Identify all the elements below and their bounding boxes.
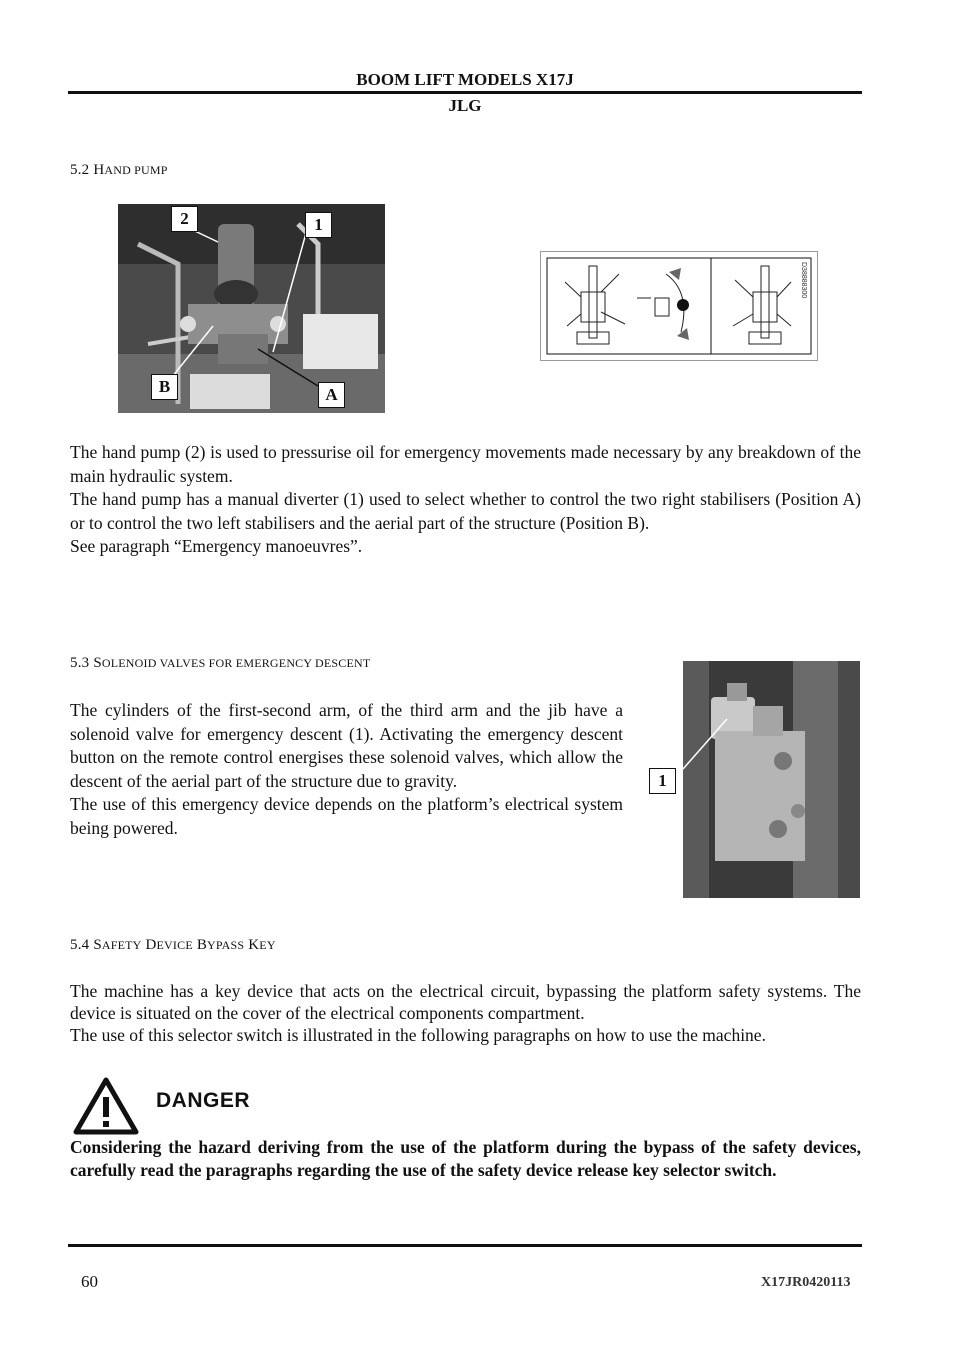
callout-2: 2 [171, 206, 198, 232]
pump-diagram [540, 251, 818, 361]
section-5-3-body [70, 699, 623, 840]
callout-1-solenoid: 1 [649, 768, 676, 794]
section-5-2-title: 5.2 HAND PUMP [70, 162, 168, 178]
warning-triangle-icon [73, 1077, 139, 1135]
section-5-3-title: 5.3 SOLENOID VALVES FOR EMERGENCY DESCENT [70, 655, 371, 671]
pump-diagram-drawing [541, 252, 817, 360]
page-number: 60 [81, 1272, 98, 1291]
diagram-code: D38888300 [800, 262, 807, 299]
header-rule [68, 91, 862, 94]
document-brand: JLG [448, 96, 482, 115]
footer-rule [68, 1244, 862, 1247]
danger-text: Considering the hazard deriving from the use of the platform during the bypass of the safety devices, carefully read the paragraphs regarding the use of the safety device release key selector switch. [70, 1137, 861, 1180]
section-5-4-title: 5.4 SAFETY DEVICE BYPASS KEY [70, 937, 276, 953]
solenoid-valve-photo-drawing [683, 661, 860, 898]
hand-pump-photo [118, 204, 385, 413]
solenoid-paragraph-2: The use of this emergency device depends on the platform’s electrical system being powered. [70, 794, 623, 838]
callout-B: B [151, 374, 178, 400]
document-code: X17JR0420113 [761, 1275, 851, 1290]
hand-pump-paragraph-2: The hand pump has a manual diverter (1) used to select whether to control the two right stabilisers (Position A) or to control the two left stabilisers and the aerial part of the structure (Position B). [70, 489, 861, 533]
bypass-key-paragraph-1: The machine has a key device that acts on the electrical circuit, bypassing the platform safety systems. The device is situated on the cover of the electrical components compartment. [70, 981, 861, 1023]
hand-pump-paragraph-1: The hand pump (2) is used to pressurise oil for emergency movements made necessary by any breakdown of the main hydraulic system. [70, 442, 861, 486]
section-5-4-body [70, 980, 861, 1047]
bypass-key-paragraph-2: The use of this selector switch is illustrated in the following paragraphs on how to use the machine. [70, 1025, 766, 1045]
callout-A: A [318, 382, 345, 408]
solenoid-paragraph-1: The cylinders of the first-second arm, of the third arm and the jib have a solenoid valve for emergency descent (1). Activating the emergency descent button on the remote control energises these solenoid valves, which allow the descent of the aerial part of the structure due to gravity. [70, 700, 623, 791]
solenoid-valve-photo [683, 661, 860, 898]
section-5-2-body [70, 441, 861, 559]
danger-label: DANGER [156, 1089, 251, 1112]
document-model-title: BOOM LIFT MODELS X17J [356, 70, 574, 89]
callout-1: 1 [305, 212, 332, 238]
hand-pump-paragraph-3: See paragraph “Emergency manoeuvres”. [70, 536, 363, 556]
